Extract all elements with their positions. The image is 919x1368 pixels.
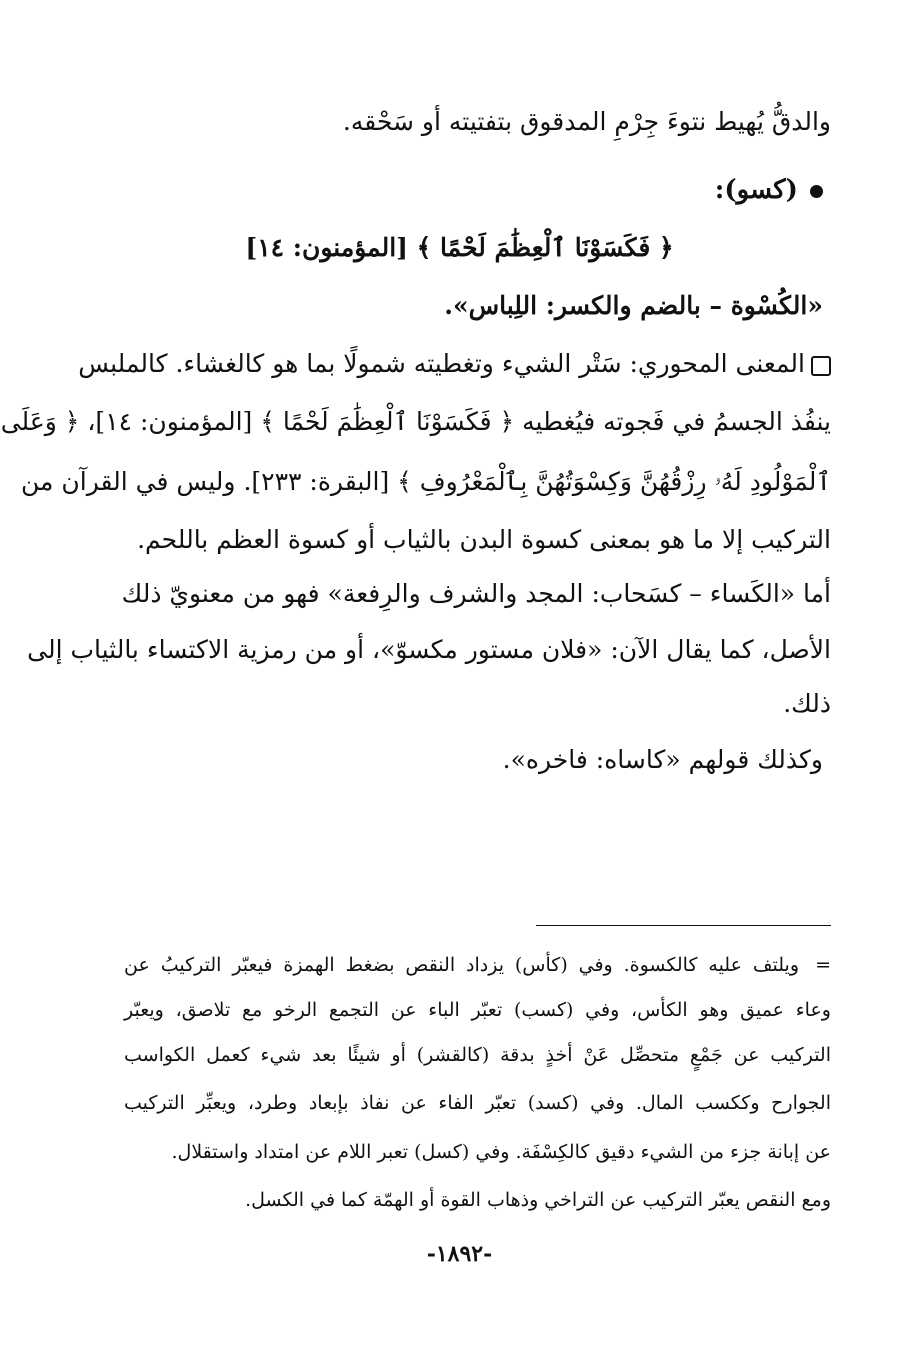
paragraph-3: وكذلك قولهم «كاساه: فاخره». — [502, 745, 823, 774]
footnote-line-6: ومع النقص يعبّر التركيب عن التراخي وذهاب القوة أو الهمّة كما في الكسل. — [245, 1189, 831, 1211]
paragraph-2-line-2: الأصل، كما يقال الآن: «فلان مستور مكسوّ»، أو من رمزية الاكتساء بالثياب إلى — [27, 635, 831, 664]
section-heading — [124, 170, 823, 210]
footnote-line-3: التركيب عن جَمْعٍ متحصِّل عَنْ أخذٍ بدقة (كالقشر) أو شيئًا بعد شيء كعمل الكواسب — [124, 1044, 831, 1066]
paragraph-1-line-4: التركيب إلا ما هو بمعنى كسوة البدن بالثياب أو كسوة العظم باللحم. — [137, 525, 831, 554]
paragraph-2-line-3: ذلك. — [783, 689, 831, 718]
footnote-line-5: عن إبانة جزء من الشيء دقيق كالكِسْفَة. وفي (كسل) تعبر اللام عن امتداد واستقلال. — [171, 1141, 831, 1163]
body-line-1: والدقُّ يُهيط نتوءَ جِرْمِ المدقوق بتفتيته أو سَحْقه. — [342, 107, 831, 136]
definition-line: «الكُسْوة – بالضم والكسر: اللِباس». — [444, 291, 823, 320]
footnote-line-1: ويلتف عليه كالكسوة. وفي (كأس) يزداد النقص بضغط الهمزة فيعبّر التركيبُ عن — [124, 954, 799, 976]
paragraph-1-line-2: ينفُذ الجسمُ في فَجوته فيُغطيه ﴿ فَكَسَوْنَا ٱلْعِظَٰمَ لَحْمًا ﴾ [المؤمنون: ١٤]، ﴿ وَعَلَى — [0, 407, 831, 436]
footnote-line-2: وعاء عميق وهو الكأس، وفي (كسب) تعبّر الباء عن التجمع الرخو مع تلاصق، ويعبّر — [124, 999, 831, 1021]
bullet-icon — [810, 185, 823, 198]
paragraph-1-line-3: ٱلْمَوْلُودِ لَهُۥ رِزْقُهُنَّ وَكِسْوَتُهُنَّ بِٱلْمَعْرُوفِ ﴾ [البقرة: ٢٣٣]. وليس في القرآن من — [21, 467, 831, 496]
paragraph-1-line-1-text: المعنى المحوري: سَتْر الشيء وتغطيته شمولًا بما هو كالغشاء. كالملبس — [78, 349, 805, 378]
footnote-divider — [536, 925, 831, 926]
quranic-verse-quote: ﴿ فَكَسَوْنَا ٱلْعِظَٰمَ لَحْمًا ﴾ [المؤمنون: ١٤] — [245, 233, 674, 262]
footnote-continuation-marker: = — [815, 954, 831, 976]
footnote-line-4: الجوارح وككسب المال. وفي (كسد) تعبّر الفاء عن نفاذ بإبعاد وطرد، ويعبِّر التركيب — [124, 1092, 831, 1114]
square-marker-icon — [811, 356, 831, 376]
paragraph-1-line-1 — [78, 344, 831, 384]
section-heading-text: (كسو): — [714, 175, 798, 205]
paragraph-2-line-1: أما «الكَساء – كسَحاب: المجد والشرف والرِفعة» فهو من معنويّ ذلك — [121, 579, 831, 608]
page-number: -١٨٩٢- — [426, 1241, 493, 1267]
